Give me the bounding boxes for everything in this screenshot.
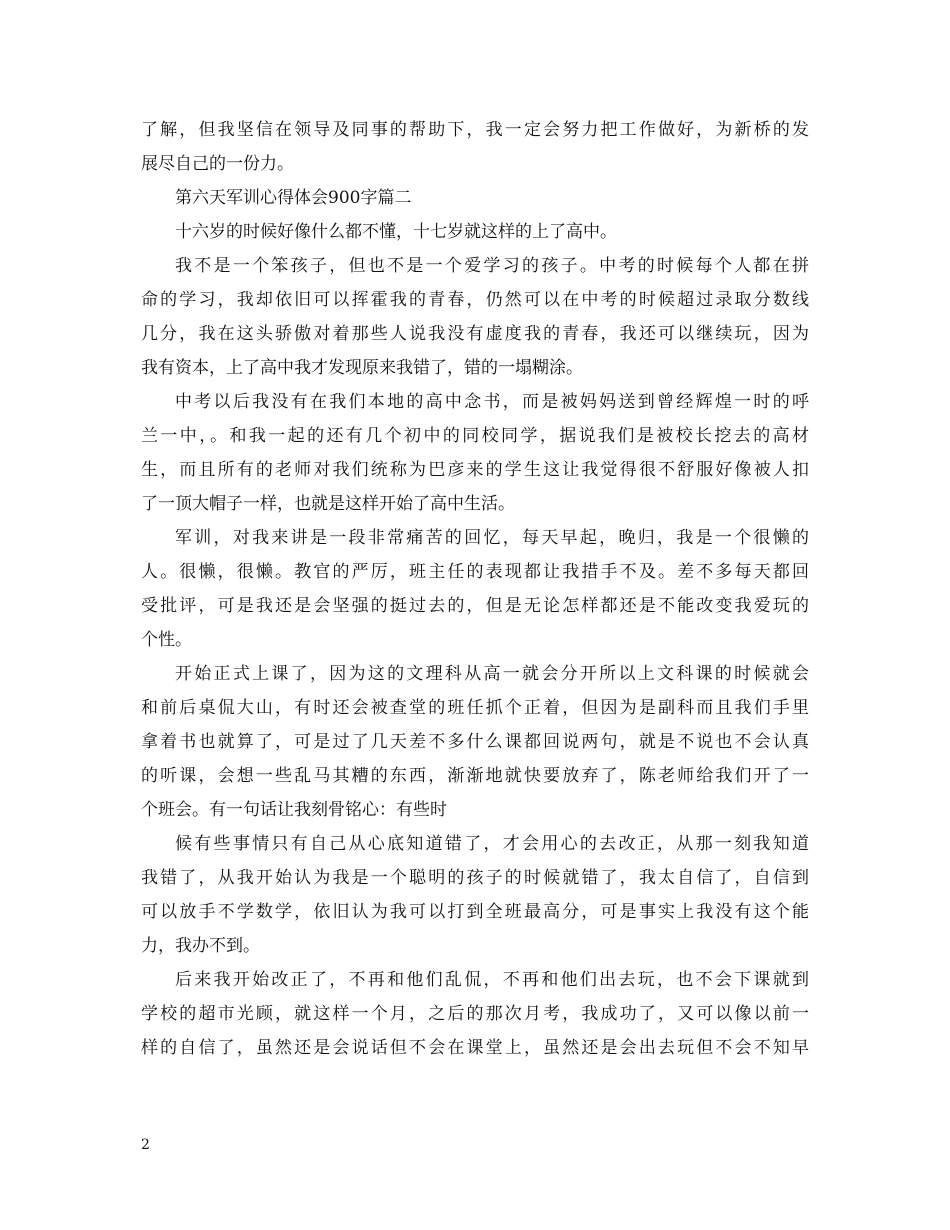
- page-number: 2: [141, 1137, 150, 1153]
- text-line: 个班会。有一句话让我刻骨铭心：有些时: [141, 800, 447, 820]
- text-line: 开始正式上课了，因为这的文理科从高一就会分开所以上文科课的时候就会: [175, 664, 809, 684]
- text-line: 中考以后我没有在我们本地的高中念书，而是被妈妈送到曾经辉煌一时的呼: [175, 392, 809, 412]
- text-line: 拿着书也就算了，可是过了几天差不多什么课都回说两句，就是不说也不会认真: [141, 732, 809, 752]
- text-line: 展尽自己的一份力。: [141, 154, 294, 174]
- text-line: 我有资本，上了高中我才发现原来我错了，错的一塌糊涂。: [141, 358, 583, 378]
- document-body: [141, 113, 809, 1065]
- text-line: 可以放手不学数学，依旧认为我可以打到全班最高分，可是事实上我没有这个能: [141, 902, 809, 922]
- text-line: 了一顶大帽子一样，也就是这样开始了高中生活。: [141, 494, 515, 514]
- text-line: 的听课，会想一些乱马其糟的东西，渐渐地就快要放弃了，陈老师给我们开了一: [141, 766, 809, 786]
- text-line: 第六天军训心得体会900字篇二: [175, 188, 412, 208]
- text-line: 十六岁的时候好像什么都不懂，十七岁就这样的上了高中。: [175, 222, 617, 242]
- text-line: 我不是一个笨孩子，但也不是一个爱学习的孩子。中考的时候每个人都在拼: [175, 256, 809, 276]
- text-line: 受批评，可是我还是会坚强的挺过去的，但是无论怎样都还是不能改变我爱玩的: [141, 596, 809, 616]
- text-line: 几分，我在这头骄傲对着那些人说我没有虚度我的青春，我还可以继续玩，因为: [141, 324, 809, 344]
- text-line: 了解，但我坚信在领导及同事的帮助下，我一定会努力把工作做好，为新桥的发: [141, 120, 809, 140]
- text-line: 命的学习，我却依旧可以挥霍我的青春，仍然可以在中考的时候超过录取分数线: [141, 290, 809, 310]
- text-line: 生，而且所有的老师对我们统称为巴彦来的学生这让我觉得很不舒服好像被人扣: [141, 460, 809, 480]
- text-line: 候有些事情只有自己从心底知道错了，才会用心的去改正，从那一刻我知道: [175, 834, 809, 854]
- text-line: 个性。: [141, 630, 192, 650]
- text-line: 我错了，从我开始认为我是一个聪明的孩子的时候就错了，我太自信了，自信到: [141, 868, 809, 888]
- text-line: 兰一中，。和我一起的还有几个初中的同校同学，据说我们是被校长挖去的高材: [141, 426, 809, 446]
- text-line: 后来我开始改正了，不再和他们乱侃，不再和他们出去玩，也不会下课就到: [175, 970, 809, 990]
- text-line: 学校的超市光顾，就这样一个月，之后的那次月考，我成功了，又可以像以前一: [141, 1004, 809, 1024]
- text-line: 力，我办不到。: [141, 936, 260, 956]
- text-line: 人。很懒，很懒。教官的严厉，班主任的表现都让我措手不及。差不多每天都回: [141, 562, 809, 582]
- text-line: 样的自信了，虽然还是会说话但不会在课堂上，虽然还是会出去玩但不会不知早: [141, 1038, 809, 1058]
- text-line: 和前后桌侃大山，有时还会被查堂的班任抓个正着，但因为是副科而且我们手里: [141, 698, 809, 718]
- text-line: 军训，对我来讲是一段非常痛苦的回忆，每天早起，晚归，我是一个很懒的: [175, 528, 809, 548]
